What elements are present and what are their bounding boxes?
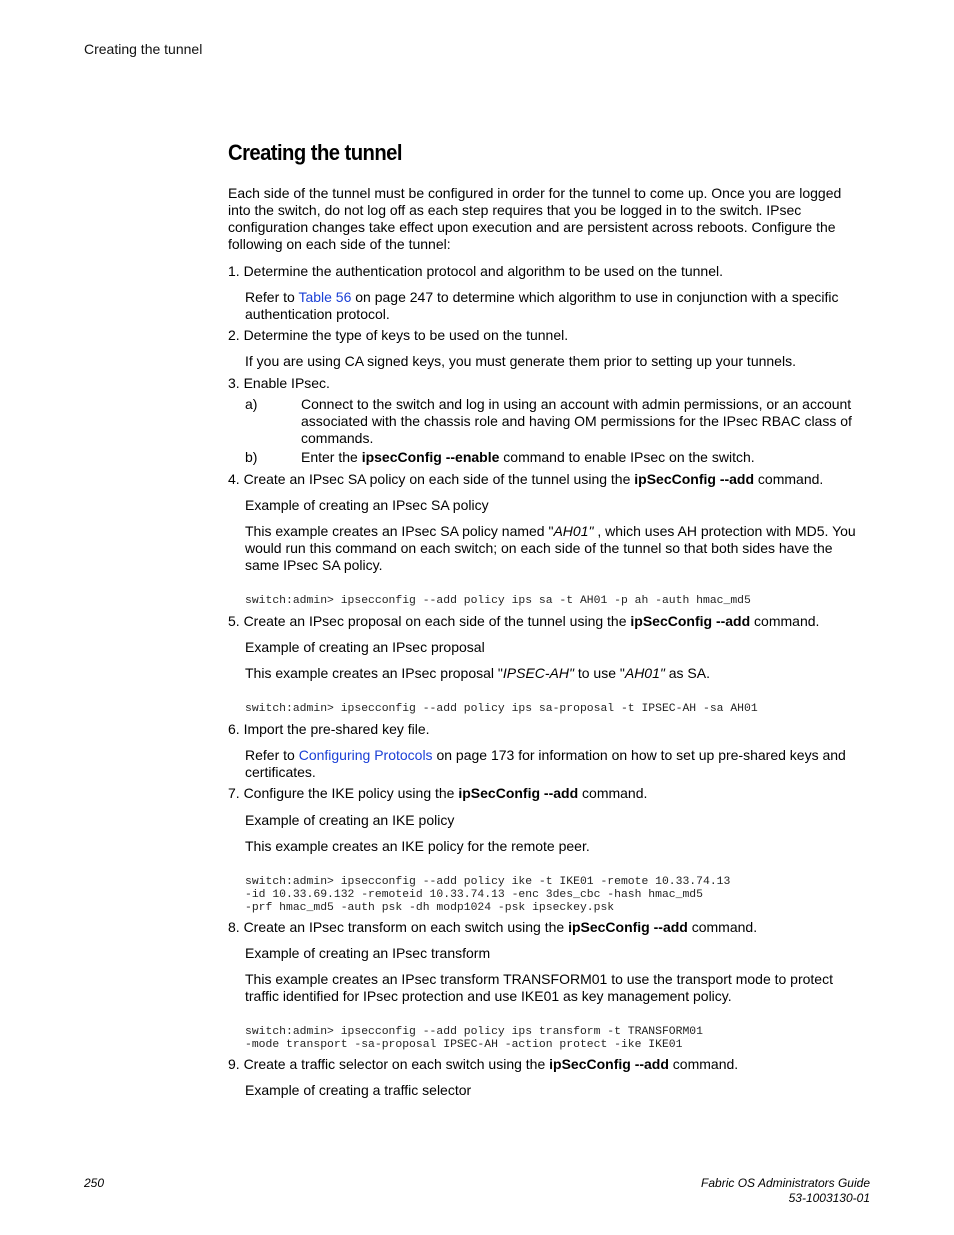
step-2: 2. Determine the type of keys to be used on the tunnel. bbox=[228, 327, 569, 343]
step-1-note bbox=[245, 289, 865, 323]
step-6: 6. Import the pre-shared key file. bbox=[228, 721, 430, 737]
step-7-code: switch:admin> ipsecconfig --add policy ike -t IKE01 -remote 10.33.74.13 -id 10.33.69.132 -remoteid 10.33.74.13 -enc 3des_cbc -hash hmac_md5 -prf hmac_md5 -auth psk -dh modp1024 -psk ipseckey.psk bbox=[245, 876, 731, 914]
page-number: 250 bbox=[84, 1176, 105, 1190]
step-5-pre: 5. Create an IPsec proposal on each side of the tunnel using the bbox=[228, 613, 631, 629]
step-9-pre: 9. Create a traffic selector on each switch using the bbox=[228, 1056, 550, 1072]
step-4-desc-post: , which uses AH protection with MD5. You would run this command on each switch; on each side of the tunnel so that both sides have the same IPsec SA policy. bbox=[245, 523, 856, 573]
step-4-desc-name: AH01" bbox=[553, 523, 594, 539]
step-9-command: ipSecConfig --add bbox=[549, 1056, 669, 1072]
step-4-desc-pre: This example creates an IPsec SA policy named " bbox=[245, 523, 554, 539]
step-6-note-post: on page 173 for information on how to set up pre-shared keys and certificates. bbox=[245, 747, 846, 780]
step-9-example-title: Example of creating a traffic selector bbox=[245, 1082, 472, 1098]
step-7-example-title: Example of creating an IKE policy bbox=[245, 812, 455, 828]
step-1-note-post: on page 247 to determine which algorithm to use in conjunction with a specific authentication protocol. bbox=[245, 289, 839, 322]
step-4-example-title: Example of creating an IPsec SA policy bbox=[245, 497, 489, 513]
step-3b-post: command to enable IPsec on the switch. bbox=[499, 449, 755, 465]
doc-number: 53-1003130-01 bbox=[788, 1191, 870, 1205]
step-3b-command: ipsecConfig --enable bbox=[361, 449, 500, 465]
step-3a-letter: a) bbox=[245, 396, 258, 412]
step-5-description bbox=[245, 665, 865, 682]
step-8 bbox=[228, 919, 858, 936]
step-6-note bbox=[245, 747, 865, 781]
step-5-command: ipSecConfig --add bbox=[630, 613, 751, 629]
table-56-link[interactable]: Table 56 bbox=[298, 289, 352, 305]
step-4-command: ipSecConfig --add bbox=[634, 471, 755, 487]
step-4-code: switch:admin> ipsecconfig --add policy ips sa -t AH01 -p ah -auth hmac_md5 bbox=[245, 595, 751, 607]
step-7-pre: 7. Configure the IKE policy using the bbox=[228, 785, 459, 801]
step-1-note-pre: Refer to bbox=[245, 289, 299, 305]
running-header: Creating the tunnel bbox=[84, 41, 203, 57]
configuring-protocols-link[interactable]: Configuring Protocols bbox=[298, 747, 433, 763]
step-6-note-pre: Refer to bbox=[245, 747, 299, 763]
step-7-post: command. bbox=[578, 785, 648, 801]
step-8-post: command. bbox=[687, 919, 758, 935]
step-5-post: command. bbox=[750, 613, 820, 629]
step-8-pre: 8. Create an IPsec transform on each switch using the bbox=[228, 919, 569, 935]
step-1: 1. Determine the authentication protocol and algorithm to be used on the tunnel. bbox=[228, 263, 723, 279]
step-3a-text: Connect to the switch and log in using an account with admin permissions, or an account associated with the chassis role and having OM permissions for the IPsec RBAC class of commands. bbox=[301, 396, 852, 446]
step-8-command: ipSecConfig --add bbox=[568, 919, 688, 935]
step-7-command: ipSecConfig --add bbox=[458, 785, 579, 801]
step-8-example-title: Example of creating an IPsec transform bbox=[245, 945, 491, 961]
step-7-description: This example creates an IKE policy for the remote peer. bbox=[245, 838, 590, 854]
step-5-desc-name2: AH01" bbox=[624, 665, 665, 681]
step-5-desc-mid: to use " bbox=[573, 665, 625, 681]
step-4-post: command. bbox=[754, 471, 824, 487]
step-5-desc-post: as SA. bbox=[664, 665, 710, 681]
section-title: Creating the tunnel bbox=[228, 140, 402, 165]
step-5-desc-pre: This example creates an IPsec proposal " bbox=[245, 665, 503, 681]
step-5-code: switch:admin> ipsecconfig --add policy ips sa-proposal -t IPSEC-AH -sa AH01 bbox=[245, 703, 758, 715]
step-5-desc-name1: IPSEC-AH" bbox=[502, 665, 574, 681]
step-2-note: If you are using CA signed keys, you must generate them prior to setting up your tunnels. bbox=[245, 353, 796, 369]
step-9 bbox=[228, 1056, 858, 1073]
step-4 bbox=[228, 471, 858, 488]
step-4-description bbox=[245, 523, 865, 574]
step-4-pre: 4. Create an IPsec SA policy on each side of the tunnel using the bbox=[228, 471, 635, 487]
doc-title: Fabric OS Administrators Guide bbox=[701, 1176, 870, 1190]
step-8-code: switch:admin> ipsecconfig --add policy ips transform -t TRANSFORM01 -mode transport -sa-proposal IPSEC-AH -action protect -ike IKE01 bbox=[245, 1026, 703, 1051]
step-7 bbox=[228, 785, 858, 802]
step-3b-text bbox=[301, 449, 861, 466]
step-9-post: command. bbox=[668, 1056, 739, 1072]
step-3: 3. Enable IPsec. bbox=[228, 375, 330, 391]
step-3b-pre: Enter the bbox=[301, 449, 362, 465]
intro-paragraph: Each side of the tunnel must be configured in order for the tunnel to come up. Once you are logged into the switch, do not log off as each step requires that you be logged in to the switch. IPsec configuration changes take effect upon execution and are persistent across reboots. Configure the following on each side of the tunnel: bbox=[228, 185, 842, 252]
step-5 bbox=[228, 613, 858, 630]
step-8-description: This example creates an IPsec transform TRANSFORM01 to use the transport mode to protect traffic identified for IPsec protection and use IKE01 as key management policy. bbox=[245, 971, 833, 1004]
step-5-example-title: Example of creating an IPsec proposal bbox=[245, 639, 485, 655]
step-3b-letter: b) bbox=[245, 449, 258, 465]
